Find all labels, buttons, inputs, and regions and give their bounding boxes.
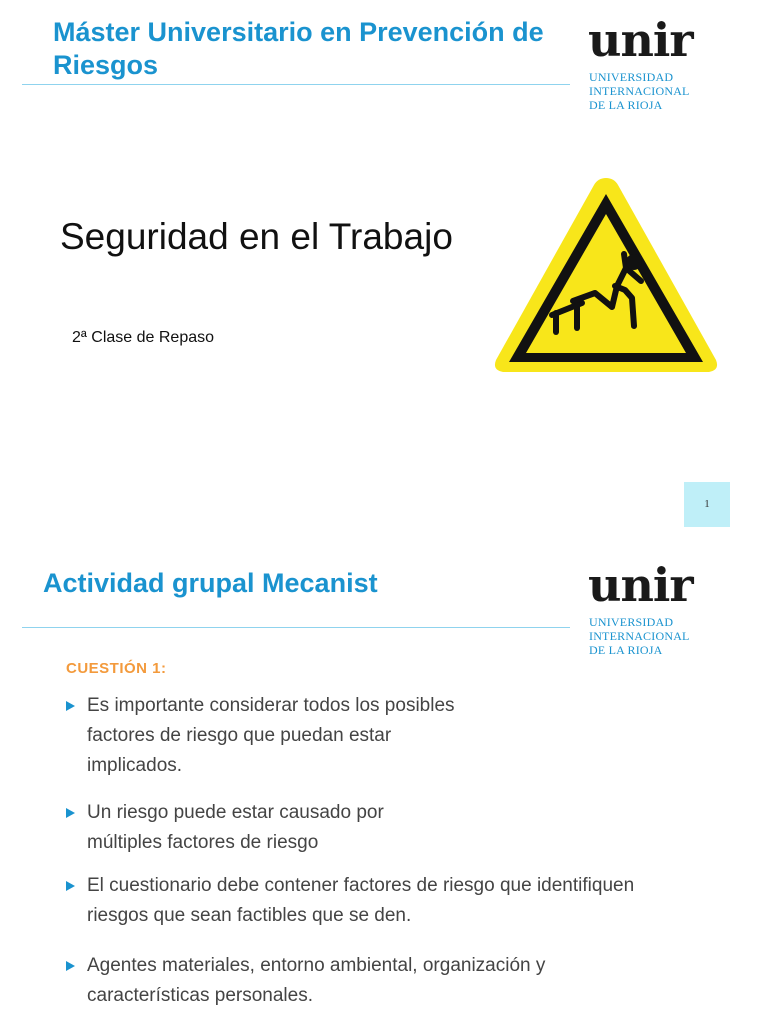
header-divider <box>22 84 570 85</box>
bullet-text: Agentes materiales, entorno ambiental, organización y características personales. <box>87 955 546 1006</box>
main-title: Seguridad en el Trabajo <box>60 216 453 257</box>
logo-line: UNIVERSIDAD <box>589 70 674 84</box>
slide-header-title: Máster Universitario en Prevención de Riesgos <box>53 17 544 80</box>
bullet-item <box>66 798 486 858</box>
unir-logo <box>588 14 738 114</box>
fall-hazard-warning-icon <box>490 172 722 378</box>
bullet-arrow-icon <box>66 881 75 891</box>
logo-line: INTERNACIONAL <box>589 84 690 98</box>
logo-line: DE LA RIOJA <box>589 98 663 112</box>
unir-logo <box>588 559 738 659</box>
logo-subtitle <box>589 615 739 657</box>
bullet-arrow-icon <box>66 808 75 818</box>
logo-subtitle <box>589 70 739 112</box>
bullet-text: Un riesgo puede estar causado por múltiples factores de riesgo <box>87 802 384 853</box>
subtitle: 2ª Clase de Repaso <box>72 329 215 346</box>
logo-line: UNIVERSIDAD <box>589 615 674 629</box>
bullet-item <box>66 951 706 1011</box>
activity-slide <box>0 540 768 1024</box>
bullet-arrow-icon <box>66 961 75 971</box>
logo-line: INTERNACIONAL <box>589 629 690 643</box>
slide-header-title: Actividad grupal Mecanist <box>43 568 378 598</box>
header-divider <box>22 627 570 628</box>
page-number-badge: 1 <box>684 482 730 527</box>
logo-wordmark: unir <box>588 13 693 67</box>
bullet-text: Es importante considerar todos los posibles factores de riesgo que puedan estar implicados. <box>87 695 455 776</box>
bullet-arrow-icon <box>66 701 75 711</box>
bullet-item <box>66 691 536 781</box>
question-label: CUESTIÓN 1: <box>66 660 167 677</box>
logo-wordmark: unir <box>588 558 693 612</box>
logo-line: DE LA RIOJA <box>589 643 663 657</box>
bullet-text: El cuestionario debe contener factores de riesgo que identifiquen riesgos que sean factibles que se den. <box>87 875 635 926</box>
bullet-item <box>66 871 706 931</box>
